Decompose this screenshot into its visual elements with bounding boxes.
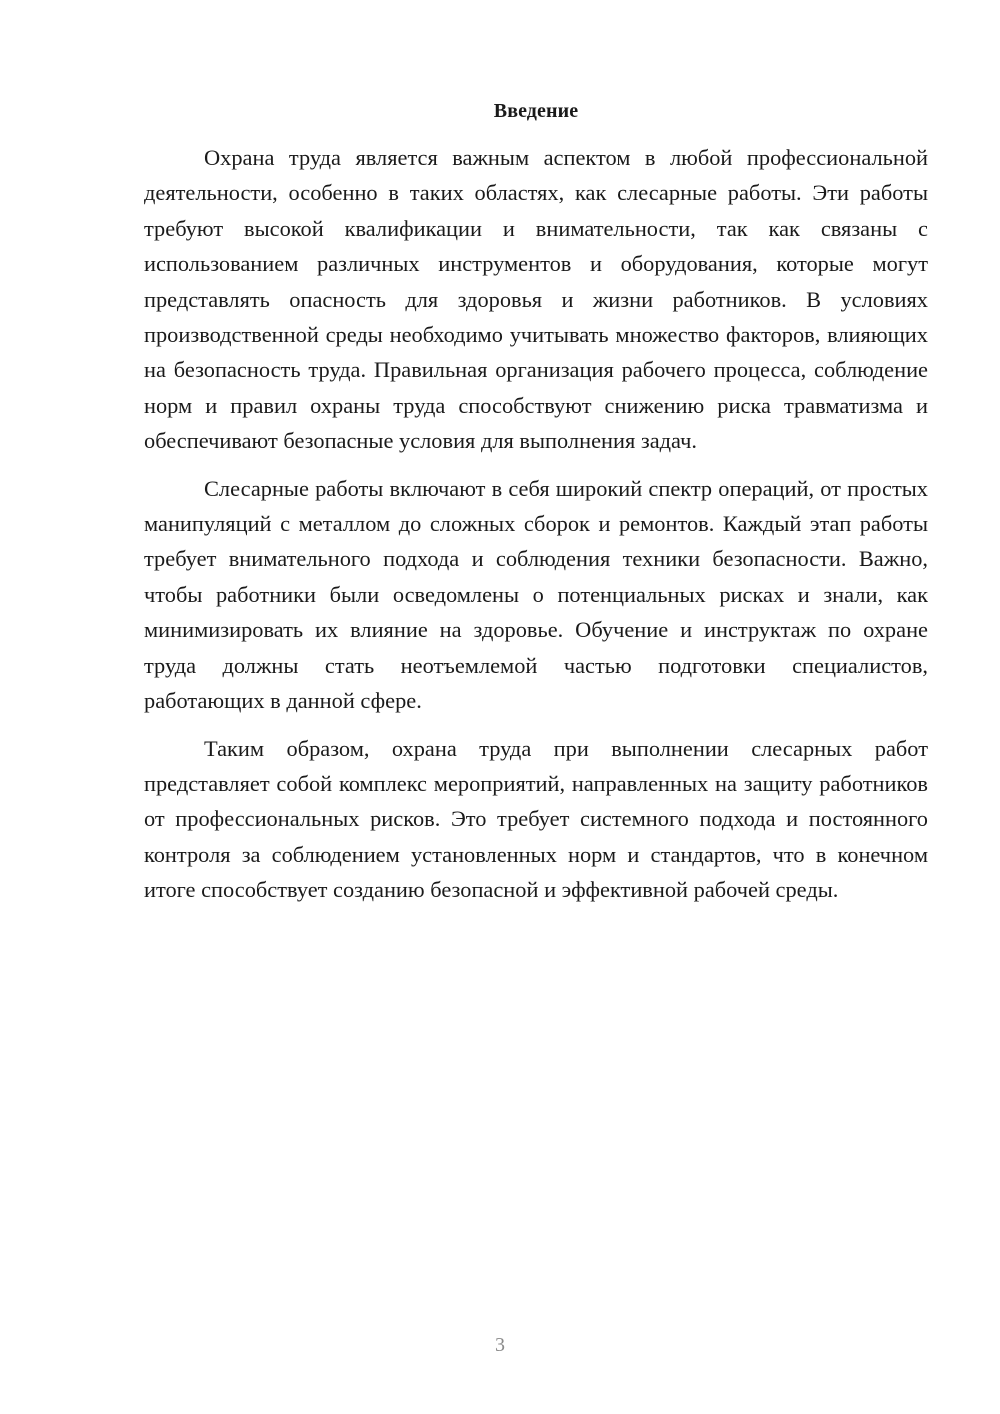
page-content [144,96,928,920]
paragraph-3: Таким образом, охрана труда при выполнении слесарных работ представляет собой комплекс мероприятий, направленных на защиту работников от профессиональных рисков. Это требует системного подхода и постоянного контроля за соблюдением установленных норм и стандартов, что в конечном итоге способствует созданию безопасной и эффективной рабочей среды. [144,735,928,903]
paragraph-2: Слесарные работы включают в себя широкий спектр операций, от простых манипуляций с металлом до сложных сборок и ремонтов. Каждый этап работы требует внимательного подхода и соблюдения техники безопасности. Важно, чтобы работники были осведомлены о потенциальных рисках и знали, как минимизировать их влияние на здоровье. Обучение и инструктаж по охране труда должны стать неотъемлемой частью подготовки специалистов, работающих в данной сфере. [144,475,928,714]
paragraph-1: Охрана труда является важным аспектом в любой профессиональной деятельности, особенно в таких областях, как слесарные работы. Эти работы требуют высокой квалификации и внимательности, так как связаны с использованием различных инструментов и оборудования, которые могут представлять опасность для здоровья и жизни работников. В условиях производственной среды необходимо учитывать множество факторов, влияющих на безопасность труда. Правильная организация рабочего процесса, соблюдение норм и правил охраны труда способствуют снижению риска травматизма и обеспечивают безопасные условия для выполнения задач. [144,145,928,454]
page-number: 3 [495,1334,505,1356]
section-title: Введение [493,100,579,122]
